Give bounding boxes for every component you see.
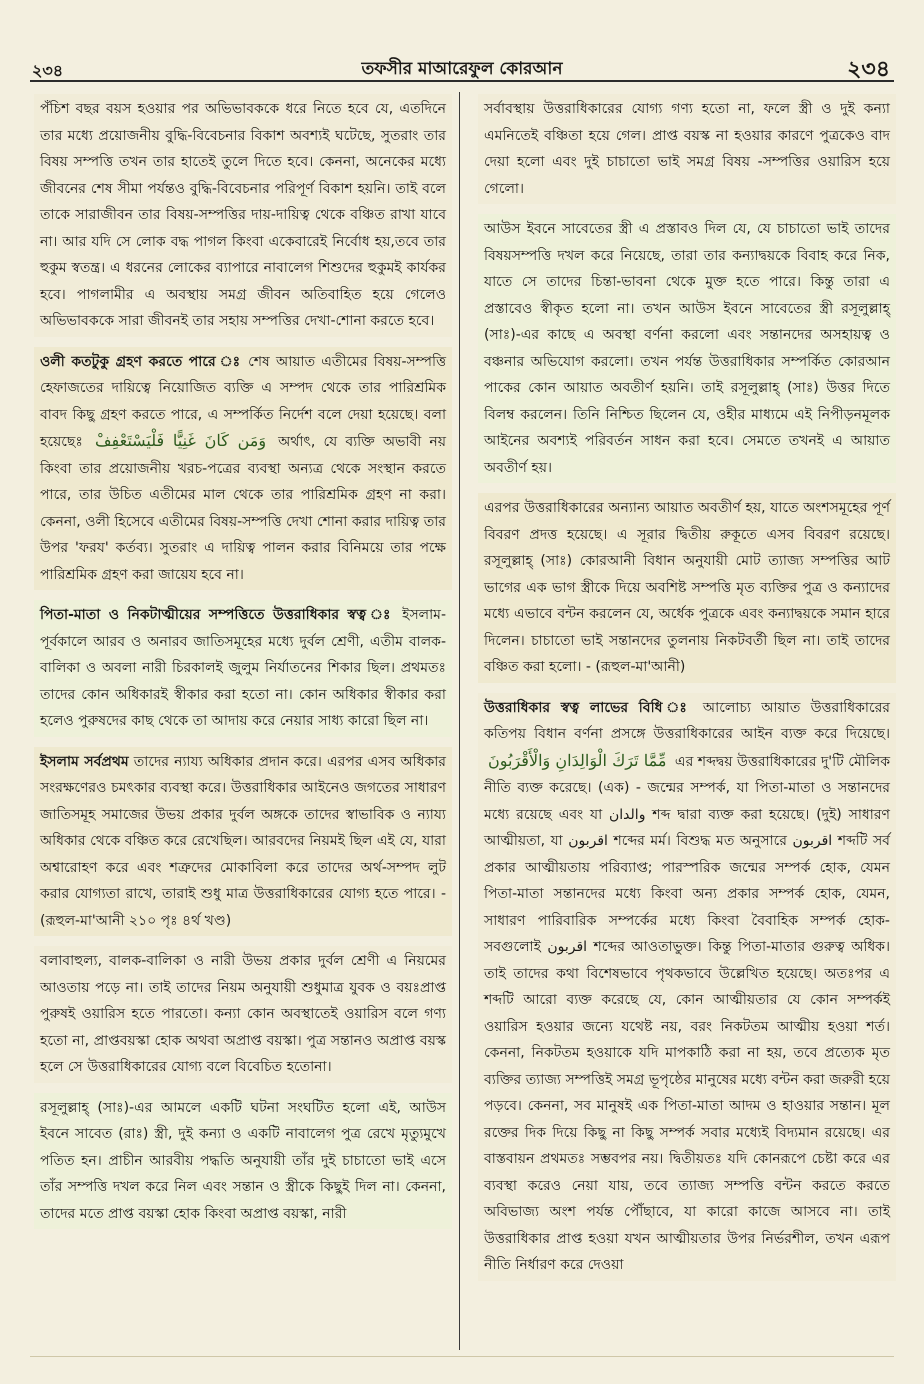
paragraph xyxy=(34,600,452,737)
paragraph-text: সর্বাবস্থায় উত্তরাধিকারের যোগ্য গণ্য হতো না, ফলে স্ত্রী ও দুই কন্যা এমনিতেই বঞ্চিতা হয়ে গেল। প্রাপ্ত বয়স্ক না হওয়ার কারণে পুত্রকেও বাদ দেয়া হলো এবং দুই চাচাতো ভাই সমগ্র বিষয় -সম্পত্তির ওয়ারিস হয়ে গেলো। xyxy=(484,101,890,197)
paragraph-text: অর্থাৎ, যে ব্যক্তি অভাবী নয় কিংবা তার প্রয়োজনীয় খরচ-পত্রের ব্যবস্থা অন্যত্র থেকে সংস্থান করতে পারে, তার উচিত এতীমের মাল থেকে তার পারিশ্রমিক গ্রহণ না করা। কেননা, ওলী হিসেবে এতীমের বিষয়-সম্পত্তি দেখা শোনা করার দায়িত্ব তার উপর 'ফরয' কর্তব্য। সুতরাং এ দায়িত্ব পালন করার বিনিময়ে তার পক্ষে পারিশ্রমিক গ্রহণ করা জায়েয হবে না। xyxy=(40,434,447,583)
page-bottom-rule xyxy=(30,1356,894,1357)
left-column xyxy=(34,94,452,1239)
paragraph-text: আউস ইবনে সাবেতের স্ত্রী এ প্রস্তাবও দিল যে, যে চাচাতো ভাই তাদের বিষয়সম্পত্তি দখল করে নিয়েছে, তারা তার কন্যাদ্বয়কে বিবাহ করে নিক, যাতে সে তাদের চিন্তা-ভাবনা থেকে মুক্ত হতে পারে। কিন্তু তারা এ প্রস্তাবেও স্বীকৃত হলো না। তখন আউস ইবনে সাবেতের স্ত্রী রসূলুল্লাহ্ (সাঃ)-এর কাছে এ অবস্থা বর্ণনা করলো এবং সন্তানদের অসহায়ত্ব ও বঞ্চনার অভিযোগ করলো। তখন পর্যন্ত উত্তরাধিকার সম্পর্কিত কোরআন পাকের কোন আয়াত অবতীর্ণ হয়নি। তাই রসূলুল্লাহ্ (সাঃ) উত্তর দিতে বিলম্ব করলেন। তিনি নিশ্চিত ছিলেন যে, ওহীর মাধ্যমে এই নিপীড়নমূলক আইনের অবশ্যই পরিবর্তন সাধন করা হবে। সেমতে তখনই এ আয়াত অবতীর্ণ হয়। xyxy=(484,221,890,476)
paragraph-text: এরপর উত্তরাধিকারের অন্যান্য আয়াত অবতীর্ণ হয়, যাতে অংশসমূহের পূর্ণ বিবরণ প্রদত্ত হয়েছে। এ সূরার দ্বিতীয় রুকূতে এসব বিবরণ রয়েছে। রসূলুল্লাহ্ (সাঃ) কোরআনী বিধান অনুযায়ী মোট ত্যাজ্য সম্পত্তির আট ভাগের এক ভাগ স্ত্রীকে দিয়ে অবশিষ্ট সম্পত্তি মৃত ব্যক্তির পুত্র ও কন্যাদের মধ্যে এভাবে বন্টন করলেন যে, অর্ধেক পুত্রকে এবং কন্যাদ্বয়কে সমান হারে দিলেন। চাচাতো ভাই সন্তানদের তুলনায় নিকটবর্তী ছিল না। তাই তাদের বঞ্চিত করা হলো। - (রূহুল-মা'আনী) xyxy=(484,500,890,675)
arabic-verse: وَمَن كَانَ غَنِيًّا فَلْيَسْتَعْفِفْ xyxy=(94,431,267,450)
paragraph-text: তাদের ন্যায্য অধিকার প্রদান করে। এরপর এসব অধিকার সংরক্ষণেরও চমৎকার ব্যবস্থা করে। উত্তরাধিকার আইনেও জগতের সাধারণ জাতিসমূহ সমাজের উভয় প্রকার দুর্বল অঙ্গকে তাদের স্বাভাবিক ও ন্যায্য অধিকার থেকে বঞ্চিত করে রেখেছিল। আরবদের নিয়মই ছিল এই যে, যারা অশ্বারোহণ করে এবং শত্রুদের মোকাবিলা করে তাদের অর্থ-সম্পদ লুট করার যোগ্যতা রাখে, তারাই শুধু মাত্র উত্তরাধিকারের যোগ্য হতে পারে। - (রূহুল-মা'আনী ২১০ পৃঃ ৪র্থ খণ্ড) xyxy=(40,753,447,929)
paragraph xyxy=(34,94,452,337)
arabic-verse: مِّمَّا تَرَكَ الْوَالِدَانِ وَالْأَقْرَبُونَ xyxy=(488,750,667,770)
paragraph-text: পঁচিশ বছর বয়স হওয়ার পর অভিভাবককে ধরে নিতে হবে যে, এতদিনে তার মধ্যে প্রয়োজনীয় বুদ্ধি-বিবেচনার বিকাশ অবশ্যই ঘটেছে, সুতরাং তার বিষয় সম্পত্তি তখন তার হাতেই তুলে দিতে হবে। কেননা, অনেকের মধ্যে জীবনের শেষ সীমা পর্যন্তও বুদ্ধি-বিবেচনার পরিপূর্ণ বিকাশ হয়নি। তাই বলে তাকে সারাজীবন তার বিষয়-সম্পত্তির দায়-দায়িত্ব থেকে বঞ্চিত রাখা যাবে না। আর যদি সে লোক বদ্ধ পাগল কিংবা একেবারেই নির্বোধ হয়,তবে তার হুকুম স্বতন্ত্র। এ ধরনের লোকের ব্যাপারে নাবালেগ শিশুদের হুকুমই কার্যকর হবে। পাগলামীর এ অবস্থায় সমগ্র জীবন অতিবাহিত হয়ে গেলেও অভিভাবককে সারা জীবনই তার সহায় সম্পত্তির দেখা-শোনা করতে হবে। xyxy=(40,101,446,329)
paragraph xyxy=(34,1093,452,1230)
paragraph-text: বলাবাহুল্য, বালক-বালিকা ও নারী উভয় প্রকার দুর্বল শ্রেণী এ নিয়মের আওতায় পড়ে না। তাই তাদের নিয়ম অনুযায়ী শুধুমাত্র যুবক ও বয়ঃপ্রাপ্ত পুরুষই ওয়ারিস হতে পারতো। কন্যা কোন অবস্থাতেই ওয়ারিস বলে গণ্য হতো না, প্রাপ্তবয়স্কা হোক অথবা অপ্রাপ্ত বয়স্কা। পুত্র সন্তানও অপ্রাপ্ত বয়স্ক হলে সে উত্তরাধিকারের যোগ্য বলে বিবেচিত হতোনা। xyxy=(40,953,446,1075)
right-column xyxy=(478,94,896,1291)
running-title: তফসীর মাআরেফুল কোরআন xyxy=(361,59,563,79)
paragraph xyxy=(34,946,452,1083)
section-heading: উত্তরাধিকার স্বত্ব লাভের বিধি ঃ xyxy=(484,699,693,716)
column-divider xyxy=(459,92,460,1350)
paragraph xyxy=(478,693,896,1281)
paragraph-text: রসূলুল্লাহ্ (সাঃ)-এর আমলে একটি ঘটনা সংঘটিত হলো এই, আউস ইবনে সাবেত (রাঃ) স্ত্রী, দুই কন্যা ও একটি নাবালেগ পুত্র রেখে মৃত্যুমুখে পতিত হন। প্রাচীন আরবীয় পদ্ধতি অনুযায়ী তাঁর দুই চাচাতো ভাই এসে তাঁর সম্পত্তি দখল করে নিল এবং সন্তান ও স্ত্রীকে কিছুই দিল না। কেননা, তাদের মতে প্রাপ্ত বয়স্কা হোক কিংবা অপ্রাপ্ত বয়স্কা, নারী xyxy=(40,1099,446,1222)
section-heading: ওলী কতটুকু গ্রহণ করতে পারে ঃ xyxy=(40,353,242,370)
section-heading: ইসলাম সর্বপ্রথম xyxy=(40,753,129,770)
page-number-left: ২৩৪ xyxy=(32,61,64,80)
paragraph xyxy=(478,214,896,483)
paragraph-text: ইসলাম-পূর্বকালে আরব ও অনারব জাতিসমূহের মধ্যে দুর্বল শ্রেণী, এতীম বালক-বালিকা ও অবলা নারী চিরকালই জুলুম নির্যাতনের শিকার ছিল। প্রথমতঃ তাদের কোন অধিকারই স্বীকার করা হতো না। কোন অধিকার স্বীকার করা হলেও পুরুষদের কাছ থেকে তা আদায় করে নেয়ার সাধ্য কারো ছিল না। xyxy=(40,607,447,729)
paragraph-text: এর শব্দদ্বয় উত্তরাধিকারের দু'টি মৌলিক নীতি ব্যক্ত করেছে। (এক) - জন্মের সম্পর্ক, যা পিতা-মাতা ও সন্তানদের মধ্যে রয়েছে এবং যা والدان শব্দ দ্বারা ব্যক্ত করা হয়েছে। (দুই) সাধারণ আত্মীয়তা, যা اقربون শব্দের মর্ম। বিশুদ্ধ মত অনুসারে اقربون শব্দটি সর্ব প্রকার আত্মীয়তায় পরিব্যাপ্ত; পারস্পরিক জন্মের সম্পর্ক হোক, যেমন পিতা-মাতা সন্তানদের মধ্যে কিংবা অন্য প্রকার সম্পর্ক হোক, যেমন, সাধারণ পারিবারিক সম্পর্কের মধ্যে কিংবা বৈবাহিক সম্পর্ক হোক- সবগুলোই اقربون শব্দের আওতাভুক্ত। কিন্তু পিতা-মাতার গুরুত্ব অধিক। তাই তাদের কথা বিশেষভাবে পৃথকভাবে উল্লেখিত হয়েছে। অতঃপর এ শব্দটি আরো ব্যক্ত করেছে যে, কোন আত্মীয়তার যে কোন সম্পর্কই ওয়ারিস হওয়ার জন্যে যথেষ্ট নয়, বরং নিকটতম আত্মীয় হওয়া শর্ত। কেননা, নিকটতম হওয়াকে যদি মাপকাঠি করা না হয়, তবে প্রত্যেক মৃত ব্যক্তির ত্যাজ্য সম্পত্তিই সমগ্র ভূপৃষ্ঠের মানুষের মধ্যে বন্টন করা জরুরী হয়ে পড়বে। কেননা, সব মানুষই এক পিতা-মাতা আদম ও হাওয়ার সন্তান। মূল রক্তের দিক দিয়ে কিছু না কিছু সম্পর্ক সবার মধ্যেই বিদ্যমান রয়েছে। এর বাস্তবায়ন প্রথমতঃ সম্ভবপর নয়। দ্বিতীয়তঃ যদি কোনরূপে চেষ্টা করে এর ব্যবস্থা করেও নেয়া যায়, তবে ত্যাজ্য সম্পত্তি বন্টন করতে করতে অবিভাজ্য অংশ পর্যন্ত পৌঁছাবে, যা কারো কাজে আসবে না। তাই উত্তরাধিকার প্রাপ্ত হওয়া যখন আত্মীয়তার উপর নির্ভরশীল, তখন এরূপ নীতি নির্ধারণ করে দেওয়া xyxy=(484,753,890,1273)
page-header xyxy=(30,50,894,82)
section-heading: পিতা-মাতা ও নিকটাত্মীয়ের সম্পত্তিতে উত্তরাধিকার স্বত্ব ঃ xyxy=(40,607,395,623)
paragraph xyxy=(34,347,452,591)
paragraph-text: আলোচ্য আয়াত উত্তরাধিকারের কতিপয় বিধান বর্ণনা প্রসঙ্গে উত্তরাধিকারের আইন ব্যক্ত করে দিয়েছে। xyxy=(484,699,890,742)
paragraph-text: শেষ আয়াত এতীমের বিষয়-সম্পত্তি হেফাজতের দায়িত্বে নিয়োজিত ব্যক্তি এ সম্পদ থেকে তার পারিশ্রমিক বাবদ কিছু গ্রহণ করতে পারে, এ সম্পর্কিত নির্দেশ বলে দেয়া হয়েছে। বলা হয়েছেঃ xyxy=(40,353,447,450)
page-number-right: ২৩৪ xyxy=(847,57,890,82)
paragraph xyxy=(34,747,452,937)
paragraph xyxy=(478,94,896,204)
paragraph xyxy=(478,493,896,683)
